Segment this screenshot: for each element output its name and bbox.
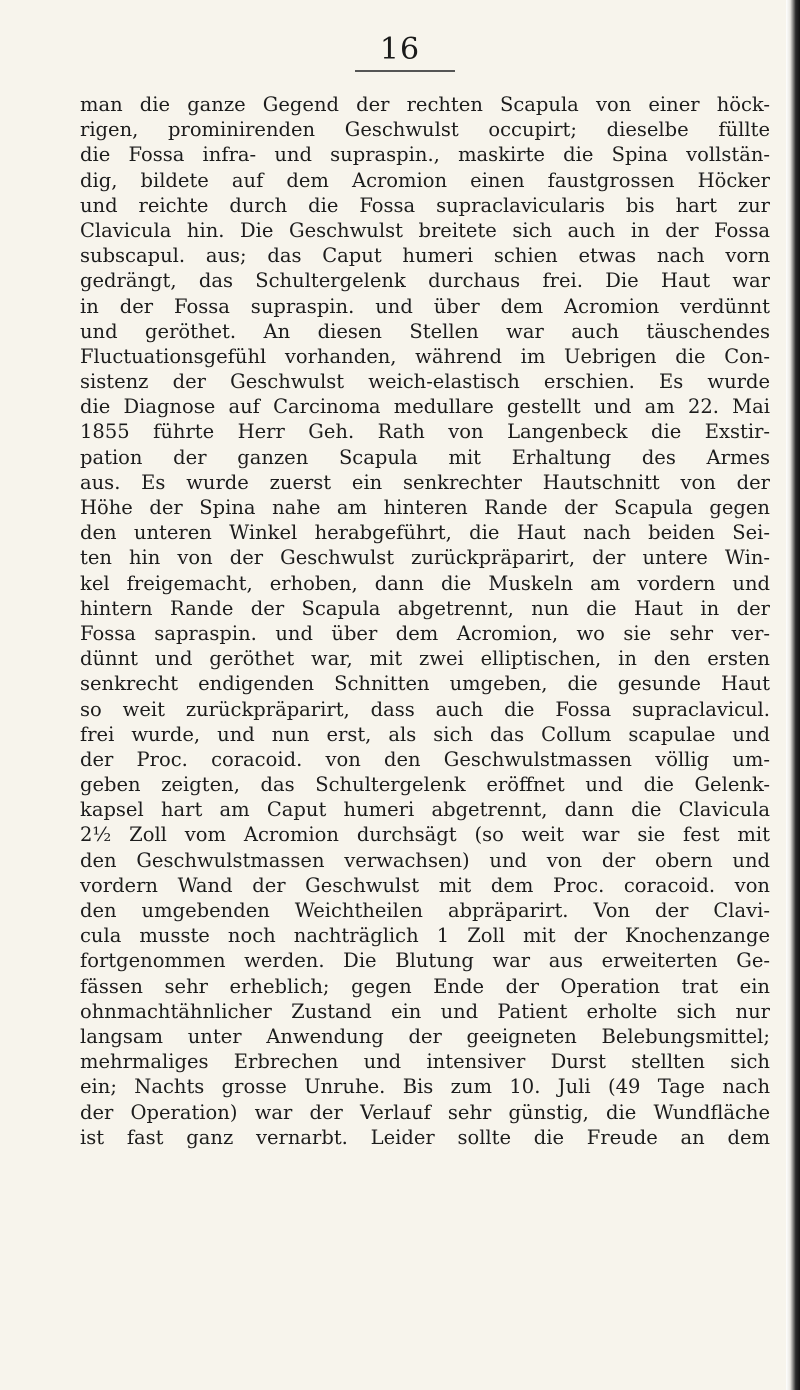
text-line: frei wurde, und nun erst, als sich das Collum scapulae und [80, 722, 770, 746]
text-line: der Proc. coracoid. von den Geschwulstmassen völlig um- [80, 747, 770, 771]
text-line: und reichte durch die Fossa supraclavicularis bis hart zur [80, 193, 770, 217]
text-line: gedrängt, das Schultergelenk durchaus frei. Die Haut war [80, 269, 770, 293]
text-line: den umgebenden Weichtheilen abpräparirt. Von der Clavi- [80, 899, 770, 922]
text-line: kel freigemacht, erhoben, dann die Muskeln am vordern und [80, 571, 770, 595]
text-line: ohnmachtähnlicher Zustand ein und Patient erholte sich nur [80, 999, 770, 1023]
text-line: in der Fossa supraspin. und über dem Acromion verdünnt [80, 294, 770, 318]
body-text [80, 92, 770, 1150]
text-line: cula musste noch nachträglich 1 Zoll mit der Knochenzange [80, 924, 770, 948]
text-line: Höhe der Spina nahe am hinteren Rande der Scapula gegen [80, 496, 770, 519]
text-line: subscapul. aus; das Caput humeri schien etwas nach vorn [80, 244, 770, 268]
text-line: geben zeigten, das Schultergelenk eröffnet und die Gelenk- [80, 773, 770, 797]
text-line: fässen sehr erheblich; gegen Ende der Operation trat ein [80, 974, 770, 998]
text-line: vordern Wand der Geschwulst mit dem Proc. coracoid. von [80, 873, 770, 897]
text-line: den unteren Winkel herabgeführt, die Haut nach beiden Sei- [80, 521, 770, 545]
text-line: mehrmaliges Erbrechen und intensiver Durst stellten sich [80, 1050, 770, 1074]
text-line: und geröthet. An diesen Stellen war auch täuschendes [80, 319, 770, 343]
text-line: rigen, prominirenden Geschwulst occupirt; dieselbe füllte [80, 118, 770, 142]
text-line: 1855 führte Herr Geh. Rath von Langenbeck die Exstir- [80, 420, 770, 444]
text-line: dünnt und geröthet war, mit zwei elliptischen, in den ersten [80, 647, 770, 671]
page-number-rule [355, 70, 455, 72]
page-number: 16 [379, 32, 421, 67]
text-line: Clavicula hin. Die Geschwulst breitete sich auch in der Fossa [80, 218, 770, 242]
text-line: langsam unter Anwendung der geeigneten Belebungsmittel; [80, 1024, 770, 1048]
text-line: ein; Nachts grosse Unruhe. Bis zum 10. Juli (49 Tage nach [80, 1075, 770, 1099]
text-line: senkrecht endigenden Schnitten umgeben, die gesunde Haut [80, 672, 770, 696]
text-line: Fossa sapraspin. und über dem Acromion, wo sie sehr ver- [80, 621, 770, 645]
text-line: fortgenommen werden. Die Blutung war aus erweiterten Ge- [80, 949, 770, 973]
text-line: pation der ganzen Scapula mit Erhaltung des Armes [80, 445, 770, 469]
text-line: so weit zurückpräparirt, dass auch die Fossa supraclavicul. [80, 697, 770, 721]
text-line: hintern Rande der Scapula abgetrennt, nun die Haut in der [80, 596, 770, 620]
text-line: man die ganze Gegend der rechten Scapula von einer höck- [80, 93, 770, 116]
text-line: sistenz der Geschwulst weich-elastisch erschien. Es wurde [80, 370, 770, 394]
page-edge-shadow [786, 0, 800, 1390]
text-line: aus. Es wurde zuerst ein senkrechter Hautschnitt von der [80, 470, 770, 494]
text-line: Fluctuationsgefühl vorhanden, während im Uebrigen die Con- [80, 344, 770, 368]
text-line: ten hin von der Geschwulst zurückpräparirt, der untere Win- [80, 546, 770, 570]
text-line: der Operation) war der Verlauf sehr günstig, die Wundfläche [80, 1100, 770, 1124]
text-line: die Fossa infra- und supraspin., maskirte die Spina vollstän- [80, 143, 770, 167]
text-line: 2½ Zoll vom Acromion durchsägt (so weit war sie fest mit [80, 823, 770, 847]
text-line: kapsel hart am Caput humeri abgetrennt, dann die Clavicula [80, 798, 770, 822]
text-line: die Diagnose auf Carcinoma medullare gestellt und am 22. Mai [80, 395, 770, 419]
text-line: den Geschwulstmassen verwachsen) und von der obern und [80, 848, 770, 872]
text-line: dig, bildete auf dem Acromion einen faustgrossen Höcker [80, 168, 770, 192]
text-line: ist fast ganz vernarbt. Leider sollte die Freude an dem [80, 1125, 770, 1149]
